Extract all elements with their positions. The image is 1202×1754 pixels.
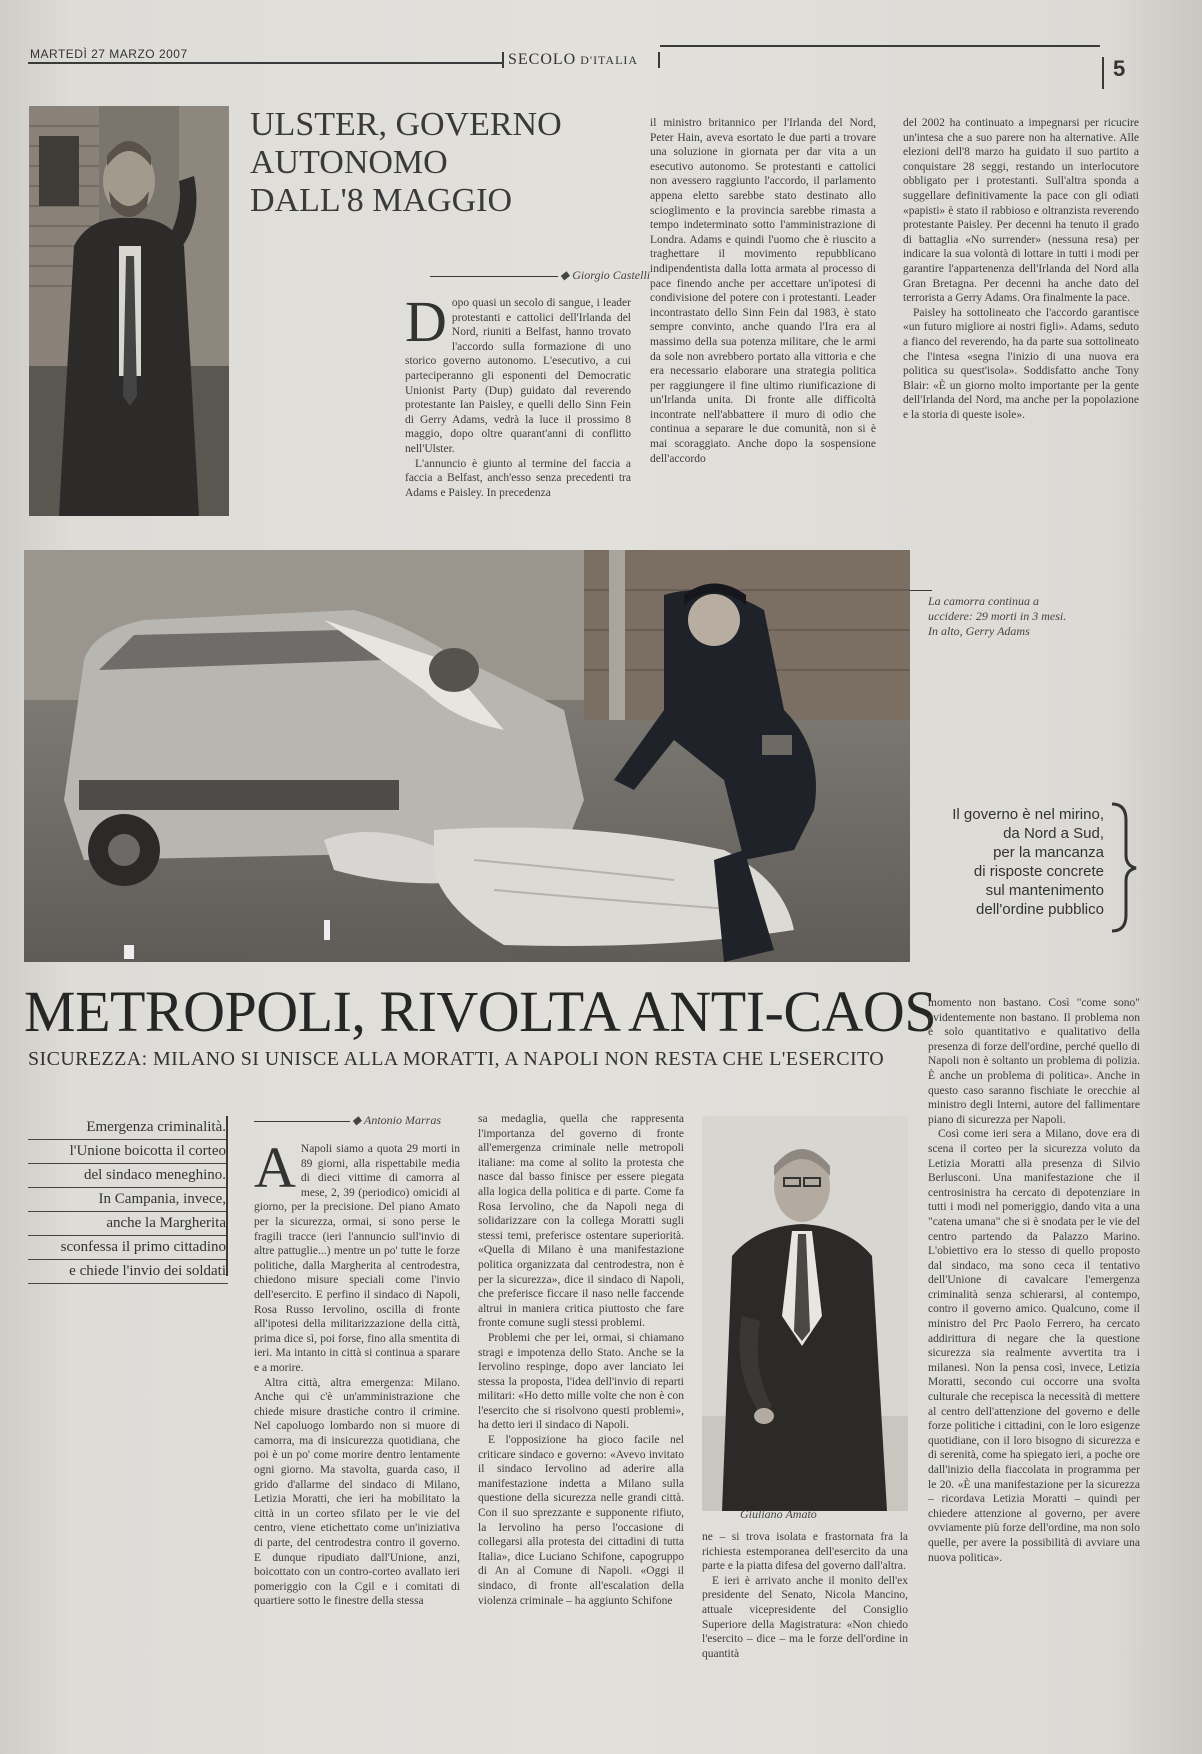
metropoli-byline-rule bbox=[254, 1121, 350, 1122]
crash-scene-photo bbox=[24, 550, 910, 962]
metropoli-subhead: SICUREZZA: MILANO SI UNISCE ALLA MORATTI, A NAPOLI NON RESTA CHE L'ESERCITO bbox=[28, 1048, 885, 1070]
sidebar-line: sconfessa il primo cittadino bbox=[28, 1236, 228, 1260]
caption-rule bbox=[910, 590, 932, 591]
metropoli-paragraph: Problemi che per lei, ormai, si chiamano stragi e impotenza dello Stato. Anche se la Iervolino respinge, dopo aver lanciato lei stessa la proposta, l'idea dell'invio di reparti militari: «Ho detto mille volte che non è con l'esercito che si risolvono questi problemi», ha detto ieri il sindaco di Napoli. bbox=[478, 1331, 684, 1432]
ulster-byline: ◆ Giorgio Castelli bbox=[560, 268, 651, 282]
sidebar-line: Emergenza criminalità. bbox=[28, 1116, 228, 1140]
pull-quote-line: Il governo è nel mirino, bbox=[952, 806, 1104, 823]
giuliano-amato-photo bbox=[702, 1116, 908, 1511]
ulster-byline-rule bbox=[430, 276, 558, 277]
amato-photo-caption: Giuliano Amato bbox=[740, 1507, 817, 1521]
pull-quote-line: sul mantenimento bbox=[985, 882, 1104, 899]
ulster-paragraph bbox=[405, 296, 631, 457]
metropoli-byline: ◆ Antonio Marras bbox=[352, 1113, 442, 1127]
pull-quote-line: dell'ordine pubblico bbox=[976, 901, 1104, 918]
pull-quote-line: di risposte concrete bbox=[973, 863, 1104, 880]
masthead bbox=[508, 51, 638, 69]
ulster-paragraph: del 2002 ha continuato a impegnarsi per ricucire un'intesa che a suo parere non ha alternative. Alle elezioni dell'8 marzo ha guidato il suo partito a conquistare 28 seggi, restando un interlocutore obbligato per i protestanti. Sull'altra sponda a suggellare definitivamente la pace con gli odiati «papisti» è stato il rabbioso e oltranzista reverendo protestante Paisley. Per decenni ha tenuto il grado di battaglia «No surrender» (nessuna resa) per indicare la sua volontà di lottare in tutti i modi per garantire l'appartenenza dell'Irlanda del Nord alla Gran Bretagna. Per decenni ha anche dato del terrorista a Gerry Adams. Ora finalmente la pace. bbox=[903, 117, 1139, 305]
metropoli-paragraph: Così come ieri sera a Milano, dove era di scena il corteo per la sicurezza voluto da Letizia Moratti alla presenza di Silvio Berlusconi. Una manifestazione che il centrosinistra ha cercato di depotenziare in tutti i modi nel pomeriggio, dando vita a una "catena umana" che si è snodata per le vie del centro partendo da Palazzo Marino. L'obiettivo era lo stesso di quello proposto dal sindaco, ma sono ceca il tentativo dell'Unione di cavalcare l'emergenza criminalità senza schierarsi, al contempo, contro il governo amico. Qualcuno, come il ministro del Prc Paolo Ferrero, ha cercato addirittura di negare che la questione sicurezza sia realmente avvertita tra i milanesi. Non la pensa così, invece, Letizia Moratti, secondo cui occorre una svolta culturale che recepisca la necessità di mettere al centro dell'attenzione del governo e delle forze politiche i cittadini, con le loro esigenze quotidiane, con il loro bisogno di sicurezza e di serenità, come ha spiegato ieri, a poche ore dall'inizio della fiaccolata in programma per le 20. «È una manifestazione per la sicurezza – ricordava Letizia Moratti – quindi per chiedere attenzione al governo, per avere ovviamente più forze dell'ordine, ma non solo quelle, per avere la possibilità di avviare una nuova politica». bbox=[928, 1128, 1140, 1564]
caption-line: La camorra continua a bbox=[928, 594, 1039, 608]
metropoli-paragraph: E l'opposizione ha gioco facile nel criticare sindaco e governo: «Avevo invitato il sindaco Iervolino ad aderire alla manifestazione indetta a Milano sulla questione della sicurezza nelle grandi città. Con il suo sprezzante e supponente rifiuto, la Iervolino ha perso l'occasione di collegarsi alla protesta dei cittadini di tutta Italia», dice Luciano Schifone, capogruppo di An al Comune di Napoli. «Oggi il sindaco, di fronte all'escalation della violenza criminale – ha aggiunto Schifone bbox=[478, 1434, 684, 1607]
ulster-paragraph: L'annuncio è giunto al termine del faccia a faccia a Belfast, anch'esso senza precedenti tra Adams e Paisley. In precedenza bbox=[405, 457, 631, 499]
page-number-rule bbox=[1102, 57, 1104, 89]
metropoli-sidebar bbox=[28, 1116, 228, 1284]
header-rule-tick bbox=[502, 52, 504, 68]
ulster-headline bbox=[250, 106, 590, 220]
metropoli-column-4 bbox=[928, 996, 1140, 1738]
ulster-column-1 bbox=[405, 296, 631, 518]
sidebar-line: In Campania, invece, bbox=[28, 1188, 228, 1212]
sidebar-line: anche la Margherita bbox=[28, 1212, 228, 1236]
page-number: 5 bbox=[1113, 56, 1126, 81]
ulster-paragraph-text: opo quasi un secolo di sangue, i leader protestanti e cattolici dell'Irlanda del Nord, riuniti a Belfast, hanno trovato l'accordo sulla formazione di uno storico governo autonomo. L'esecutivo, a cui parteciperanno gli esponenti del Democratic Unionist Party (Dup) guidato dal reverendo protestante Ian Paisley, e quelli dello Sinn Fein di Gerry Adams, vedrà la luce il prossimo 8 maggio, dopo oltre quarant'anni di conflitto nell'Ulster. bbox=[405, 297, 631, 455]
metropoli-column-1 bbox=[254, 1142, 460, 1738]
ulster-headline-line: ULSTER, GOVERNO bbox=[250, 106, 562, 143]
caption-line: In alto, Gerry Adams bbox=[928, 624, 1030, 638]
header-rule-left bbox=[28, 62, 502, 64]
sidebar-rule bbox=[226, 1116, 228, 1276]
gerry-adams-illustration bbox=[29, 106, 229, 516]
metropoli-paragraph: sa medaglia, quella che rappresenta l'importanza del governo di fronte all'emergenza criminale nelle metropoli italiane: ma come al solito la protesta che nasce dal basso finisce per essere piegata alla logica della politica e di parte. Come fa Rosa Iervolino, che da Napoli nega di solidarizzare con la collega Moratti sugli stessi temi, preferisce ostentare superiorità. «Quella di Milano è una manifestazione politica organizzata dal centrodestra, non è per la sicurezza», dice il sindaco di Napoli, che preferisce ficcare il naso nelle faccende altrui in maniera critica piuttosto che fare fronte comune sugli stessi problemi. bbox=[478, 1113, 684, 1330]
ulster-headline-line: AUTONOMO bbox=[250, 144, 448, 181]
masthead-suffix: D'ITALIA bbox=[580, 53, 639, 67]
metropoli-paragraph: ne – si trova isolata e frastornata fra la richiesta estemporanea dell'esercito da una parte e la piatta difesa del governo dall'altra. bbox=[702, 1531, 908, 1573]
brace-icon bbox=[1108, 800, 1138, 935]
ulster-headline-line: DALL'8 MAGGIO bbox=[250, 182, 513, 219]
header-rule-right bbox=[660, 45, 1100, 47]
sidebar-line: l'Unione boicotta il corteo bbox=[28, 1140, 228, 1164]
metropoli-paragraph-text: Napoli siamo a quota 29 morti in 89 giorni, alla rispettabile media di dieci vittime di camorra al mese, 2, 39 (periodico) omicidi al giorno, per la precisione. Del piano Amato per la sicurezza, ormai, si sono perse le fragili tracce (ieri l'annuncio sull'invio di altre pattuglie...) mentre un po' tutte le forze politiche, dalla Margherita al centrodestra, chiedono misure speciali come l'invio dell'esercito. E perfino il sindaco di Napoli, Rosa Russo Iervolino, oscilla di fronte all'ipotesi della militarizzazione della città, prima dice sì, poi forse, fino alla smentita di ieri. Ma intanto in città si continua a sparare e a morire. bbox=[254, 1143, 460, 1374]
metropoli-column-2 bbox=[478, 1112, 684, 1738]
metropoli-drop-cap: A bbox=[254, 1142, 296, 1200]
sidebar-line: e chiede l'invio dei soldati bbox=[28, 1260, 228, 1284]
masthead-main: SECOLO bbox=[508, 51, 577, 68]
crash-photo-caption bbox=[928, 594, 1118, 639]
issue-date: MARTEDÌ 27 MARZO 2007 bbox=[30, 47, 188, 61]
ulster-author: Giorgio Castelli bbox=[572, 268, 651, 282]
pull-quote-line: per la mancanza bbox=[993, 844, 1104, 861]
pull-quote-line: da Nord a Sud, bbox=[1003, 825, 1104, 842]
ulster-drop-cap: D bbox=[405, 296, 447, 354]
header-rule-tick-2 bbox=[658, 52, 660, 68]
ulster-paragraph: il ministro britannico per l'Irlanda del Nord, Peter Hain, aveva esortato le due parti a trovare una soluzione in giornata per dar vita a un esecutivo autonomo. Se protestanti e cattolici non avessero raggiunto l'accordo, il parlamento appena eletto sarebbe stato destinato allo scioglimento e la provincia sarebbe rimasta a tempo indeterminato sotto l'amministrazione di Londra. Adams e quindi l'uomo che è riuscito a traghettare il movimento repubblicano indipendentista dalla lotta armata al processo di pace finendo anche per accettare un'ipotesi di condivisione del potere con i protestanti. Leader incontrastato dello Sinn Fein dal 1983, è stato sempre convinto, anche quando l'Ira era al massimo della sua potenza militare, che le armi da sole non avrebbero portato alla vittoria e che era necessario elaborare una strategia politica per raggiungere il fine ultimo riunificazione di un'Irlanda unita. Di fronte alle difficoltà incontrate nell'abbattere il muro di odio che continua a separare le due comunità, non si è mai scoraggiato. Anche dopo la sospensione dell'accordo bbox=[650, 117, 876, 465]
metropoli-headline: METROPOLI, RIVOLTA ANTI-CAOS bbox=[24, 979, 937, 1044]
metropoli-paragraph: momento non bastano. Così "come sono" evidentemente non bastano. Il problema non è solo quantitativo e qualitativo della presenza di forze dell'ordine, perché quello di Napoli non è soltanto un problema di polizia. È anche un problema di politica». Anche in questo caso saranno fischiate le orecchie al ministro degli Interni, autore del fallimentare piano di sicurezza per Napoli. bbox=[928, 997, 1140, 1126]
gerry-adams-photo bbox=[29, 106, 229, 516]
pull-quote bbox=[920, 805, 1104, 919]
ulster-column-2 bbox=[650, 116, 876, 518]
giuliano-amato-illustration bbox=[702, 1116, 908, 1511]
metropoli-author: Antonio Marras bbox=[364, 1113, 442, 1127]
metropoli-paragraph: E ieri è arrivato anche il monito dell'ex presidente del Senato, Nicola Mancino, attuale vicepresidente del Consiglio Superiore della Magistratura: «Non chiedo l'esercito – dice – ma le forze dell'ordine in quantità bbox=[702, 1574, 908, 1660]
ulster-column-3 bbox=[903, 116, 1139, 518]
caption-line: uccidere: 29 morti in 3 mesi. bbox=[928, 609, 1067, 623]
metropoli-column-3 bbox=[702, 1530, 908, 1738]
metropoli-paragraph bbox=[254, 1142, 460, 1376]
sidebar-line: del sindaco meneghino. bbox=[28, 1164, 228, 1188]
metropoli-paragraph: Altra città, altra emergenza: Milano. Anche qui c'è un'amministrazione che chiede misure drastiche contro il crimine. Nel capoluogo lombardo non si muore di camorra, ma di insicurezza quotidiana, che poi è un po' come morire dentro lentamente ogni giorno. Ma stavolta, guarda caso, il grido d'allarme del sindaco di Milano, Letizia Moratti, che ieri ha mobilitato la città in un corteo sfilato per le vie del centro, viene etichettato come un'iniziativa di parte, del centrodestra contro il governo. E dunque ripudiato dall'Unione, anzi, boicottato con un contro-corteo avallato ieri pomeriggio con la Cgil e i comitati di quartiere sotto le finestre della stessa bbox=[254, 1376, 460, 1608]
crash-scene-illustration bbox=[24, 550, 910, 962]
ulster-paragraph: Paisley ha sottolineato che l'accordo garantisce «un futuro migliore ai nostri figli». Adams, seduto a fianco del reverendo, ha da parte sua sottolineato che l'intesa «segna l'inizio di una nuova era politica su quest'isola». Soddisfatto anche Tony Blair: «È un giorno molto importante per la gente dell'Irlanda del Nord, ma anche per la popolazione e la storia di queste isole». bbox=[903, 306, 1139, 421]
